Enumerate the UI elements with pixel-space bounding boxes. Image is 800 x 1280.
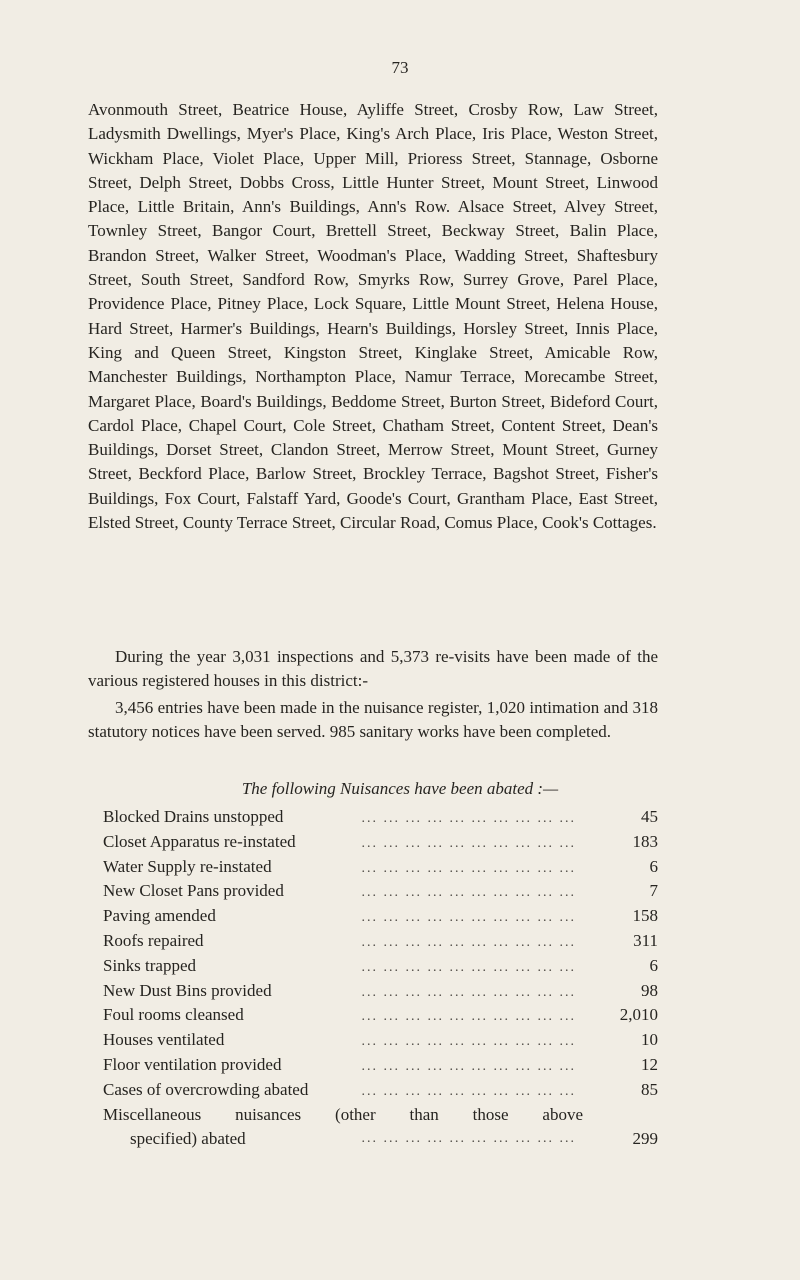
nuisance-label: Floor ventilation provided (103, 1054, 282, 1074)
misc-nuisance-line2 (103, 1127, 658, 1152)
table-row (103, 879, 658, 904)
table-row (103, 1028, 658, 1053)
nuisances-table (103, 805, 658, 1152)
nuisance-count: 6 (649, 955, 658, 975)
leader-dots: ... ... ... ... ... ... ... ... ... ... (361, 910, 576, 926)
nuisance-count: 6 (649, 856, 658, 876)
inspections-paragraph (88, 645, 658, 694)
nuisance-count: 7 (649, 881, 658, 901)
leader-dots: ... ... ... ... ... ... ... ... ... ... (361, 1131, 576, 1147)
nuisance-label: Houses ventilated (103, 1030, 225, 1050)
nuisance-count: 98 (641, 980, 658, 1000)
inspections-text: During the year 3,031 inspections and 5,373 re-visits have been made of the various registered houses in this district:- (88, 647, 658, 691)
nuisance-count: 183 (632, 831, 658, 851)
leader-dots: ... ... ... ... ... ... ... ... ... ... (361, 1083, 576, 1099)
misc-nuisance-label-line2: specified) abated (130, 1129, 246, 1149)
table-row (103, 855, 658, 880)
leader-dots: ... ... ... ... ... ... ... ... ... ... (361, 984, 576, 1000)
nuisance-label: New Closet Pans provided (103, 881, 284, 901)
table-row (103, 830, 658, 855)
table-row (103, 954, 658, 979)
nuisance-count: 45 (641, 807, 658, 826)
nuisance-label: Sinks trapped (103, 955, 197, 975)
leader-dots: ... ... ... ... ... ... ... ... ... ... (361, 860, 576, 876)
nuisance-count: 2,010 (619, 1005, 658, 1025)
street-list-text: Avonmouth Street, Beatrice House, Ayliffe Street, Crosby Row, Law Street, Ladysmith Dwellings, Myer's Place, King's Arch Place, Iris Place, Weston Street, Wickham Place, Violet Place, Upper Mill, Prioress Street, Stannage, Osborne Street, Delph Street, Dobbs Cross, Little Hunter Street, Mount Street, Linwood Place, Little Britain, Ann's Buildings, Ann's Row. Alsace Street, Alvey Street, Townley Street, Bangor Court, Brettell Street, Beckway Street, Balin Place, Brandon Street, Walker Street, Woodman's Place, Wadding Street, Shaftesbury Street, South Street, Sandford Row, Smyrks Row, Surrey Grove, Parel Place, Providence Place, Pitney Place, Lock Square, Little Mount Street, Helena House, Hard Street, Harmer's Buildings, Hearn's Buildings, Horsley Street, Innis Place, King and Queen Street, Kingston Street, Kinglake Street, Amicable Row, Manchester Buildings, Northampton Place, Namur Terrace, Morecambe Street, Margaret Place, Board's Buildings, Beddome Street, Burton Street, Bideford Court, Cardol Place, Chapel Court, Cole Street, Chatham Street, Content Street, Dean's Buildings, Dorset Street, Clandon Street, Merrow Street, Mount Street, Gurney Street, Beckford Place, Barlow Street, Brockley Terrace, Bagshot Street, Fisher's Buildings, Fox Court, Falstaff Yard, Goode's Court, Grantham Place, East Street, Elsted Street, County Terrace Street, Circular Road, Comus Place, Cook's Cottages. (88, 100, 658, 533)
table-row (103, 805, 658, 830)
nuisance-count: 311 (633, 930, 658, 950)
table-row (103, 904, 658, 929)
table-row (103, 929, 658, 954)
leader-dots: ... ... ... ... ... ... ... ... ... ... (361, 1058, 576, 1074)
entries-text: 3,456 entries have been made in the nuisance register, 1,020 intimation and 318 statutory notices have been served. 985 sanitary works have been completed. (88, 698, 658, 742)
nuisance-label: Closet Apparatus re-instated (103, 831, 296, 851)
nuisance-count: 158 (632, 906, 658, 926)
table-row (103, 1078, 658, 1103)
table-row (103, 1053, 658, 1078)
nuisance-count: 85 (641, 1079, 658, 1099)
page-number: 73 (391, 58, 409, 77)
misc-nuisance-label-line1: Miscellaneous nuisances (other than those above (103, 1104, 583, 1124)
nuisance-count: 10 (641, 1030, 658, 1050)
leader-dots: ... ... ... ... ... ... ... ... ... ... (361, 1034, 576, 1050)
entries-paragraph (88, 696, 658, 745)
table-row-misc (103, 1103, 658, 1153)
nuisance-label: Paving amended (103, 906, 216, 926)
leader-dots: ... ... ... ... ... ... ... ... ... ... (361, 835, 576, 851)
leader-dots: ... ... ... ... ... ... ... ... ... ... (361, 959, 576, 975)
leader-dots: ... ... ... ... ... ... ... ... ... ... (361, 885, 576, 901)
nuisance-label: Roofs repaired (103, 930, 204, 950)
table-row (103, 979, 658, 1004)
nuisances-heading: The following Nuisances have been abated :— (241, 779, 559, 798)
leader-dots: ... ... ... ... ... ... ... ... ... ... (361, 934, 576, 950)
leader-dots: ... ... ... ... ... ... ... ... ... ... (361, 811, 576, 826)
leader-dots: ... ... ... ... ... ... ... ... ... ... (361, 1009, 576, 1025)
street-list-paragraph (88, 98, 658, 535)
nuisance-count: 12 (641, 1054, 658, 1074)
nuisance-label: New Dust Bins provided (103, 980, 272, 1000)
nuisance-label: Water Supply re-instated (103, 856, 272, 876)
nuisance-label: Cases of overcrowding abated (103, 1079, 309, 1099)
table-row (103, 1003, 658, 1028)
nuisance-label: Foul rooms cleansed (103, 1005, 244, 1025)
nuisance-count: 299 (632, 1129, 658, 1149)
nuisance-label: Blocked Drains unstopped (103, 807, 284, 826)
